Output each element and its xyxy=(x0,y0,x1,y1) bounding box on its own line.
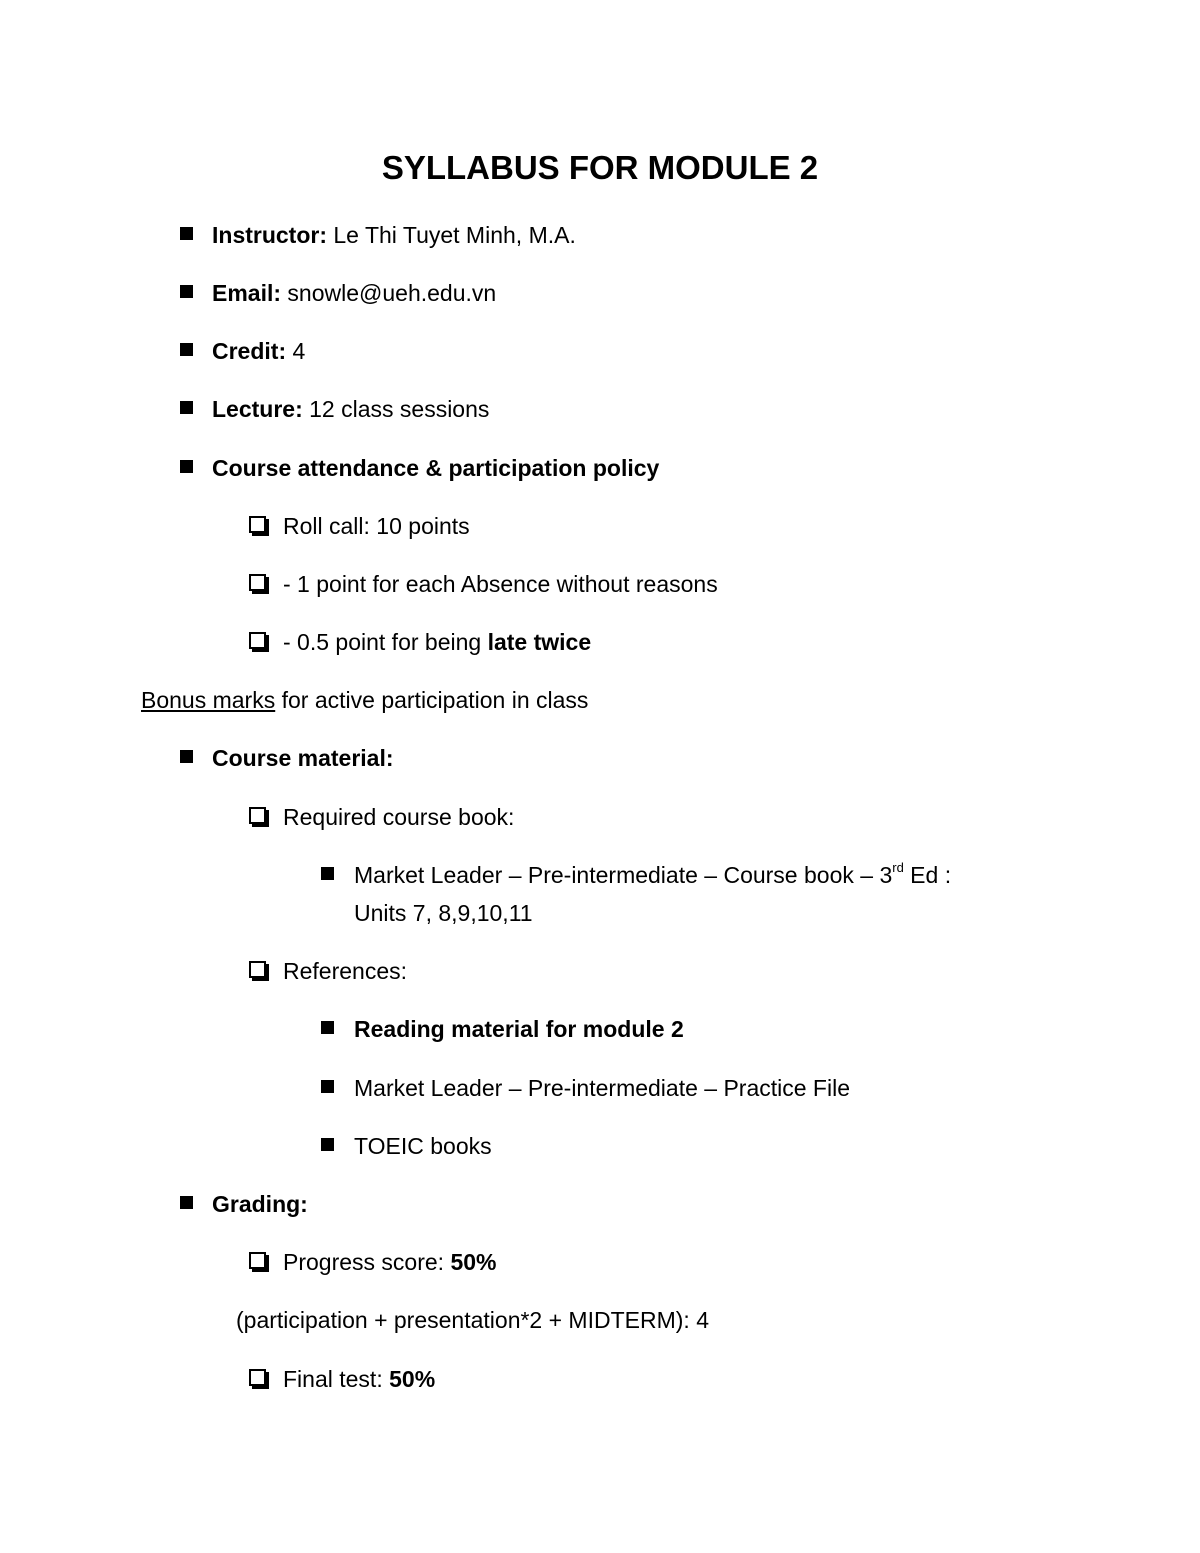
square-bullet-icon xyxy=(180,460,193,473)
attendance-heading: Course attendance & participation policy xyxy=(212,455,660,481)
book-prefix: Market Leader – Pre-intermediate – Course book – 3 xyxy=(354,862,893,888)
square-bullet-icon xyxy=(180,750,193,763)
grading-heading: Grading: xyxy=(212,1191,308,1217)
square-bullet-icon xyxy=(321,1138,334,1151)
checkbox-bullet-icon xyxy=(249,807,266,824)
book-suffix: Ed : xyxy=(903,862,952,888)
email-value: snowle@ueh.edu.vn xyxy=(281,280,497,306)
checkbox-bullet-icon xyxy=(249,632,266,649)
final-value: 50% xyxy=(389,1366,436,1392)
bonus-underlined: Bonus marks xyxy=(141,687,276,713)
email-label: Email: xyxy=(212,280,282,306)
email-line xyxy=(212,278,496,308)
credit-line xyxy=(212,336,305,366)
lecture-value: 12 class sessions xyxy=(302,396,490,422)
square-bullet-icon xyxy=(180,285,193,298)
instructor-value: Le Thi Tuyet Minh, M.A. xyxy=(327,222,576,248)
instructor-label: Instructor: xyxy=(212,222,327,248)
ref-reading: Reading material for module 2 xyxy=(354,1016,684,1042)
square-bullet-icon xyxy=(321,867,334,880)
final-line xyxy=(283,1364,435,1394)
absence-line: - 1 point for each Absence without reasons xyxy=(283,571,718,597)
progress-line xyxy=(283,1247,497,1277)
progress-value: 50% xyxy=(450,1249,497,1275)
late-prefix: - 0.5 point for being xyxy=(283,629,488,655)
formula-line: (participation + presentation*2 + MIDTERM): 4 xyxy=(236,1307,709,1333)
bonus-rest: for active participation in class xyxy=(275,687,589,713)
ref-toeic: TOEIC books xyxy=(354,1133,492,1159)
square-bullet-icon xyxy=(180,343,193,356)
checkbox-bullet-icon xyxy=(249,1369,266,1386)
square-bullet-icon xyxy=(180,401,193,414)
book-line-2: Units 7, 8,9,10,11 xyxy=(354,900,533,926)
references-label: References: xyxy=(283,958,408,984)
roll-call-line: Roll call: 10 points xyxy=(283,513,470,539)
document-title: SYLLABUS FOR MODULE 2 xyxy=(381,149,819,186)
lecture-label: Lecture: xyxy=(212,396,303,422)
instructor-line xyxy=(212,220,576,250)
material-heading: Course material: xyxy=(212,745,394,771)
checkbox-bullet-icon xyxy=(249,961,266,978)
late-line xyxy=(283,627,591,657)
square-bullet-icon xyxy=(180,227,193,240)
square-bullet-icon xyxy=(321,1080,334,1093)
checkbox-bullet-icon xyxy=(249,1252,266,1269)
lecture-line xyxy=(212,394,489,424)
required-label: Required course book: xyxy=(283,804,515,830)
square-bullet-icon xyxy=(180,1196,193,1209)
book-line-1 xyxy=(354,860,951,890)
square-bullet-icon xyxy=(321,1021,334,1034)
checkbox-bullet-icon xyxy=(249,516,266,533)
final-prefix: Final test: xyxy=(283,1366,390,1392)
credit-value: 4 xyxy=(286,338,306,364)
checkbox-bullet-icon xyxy=(249,574,266,591)
progress-prefix: Progress score: xyxy=(283,1249,451,1275)
late-bold: late twice xyxy=(487,629,592,655)
ref-practice: Market Leader – Pre-intermediate – Practice File xyxy=(354,1075,850,1101)
book-superscript: rd xyxy=(892,860,904,876)
bonus-line xyxy=(141,685,588,715)
credit-label: Credit: xyxy=(212,338,287,364)
